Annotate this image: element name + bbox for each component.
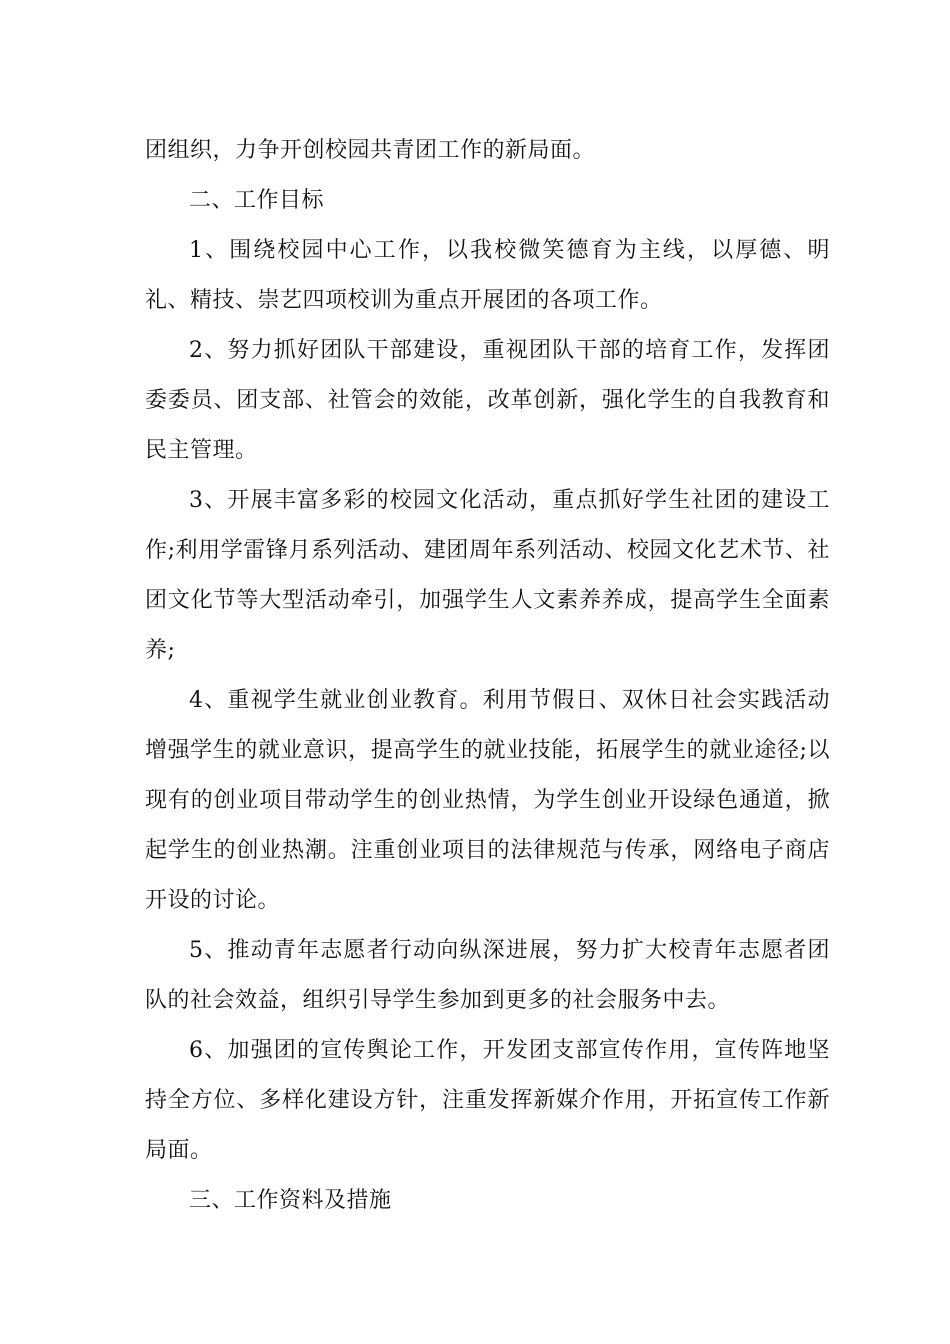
paragraph-goal-3: 3、开展丰富多彩的校园文化活动，重点抓好学生社团的建设工作;利用学雷锋月系列活动、建团周年系列活动、校园文化艺术节、社团文化节等大型活动牵引，加强学生人文素养养成，提高学生全面素养; (145, 488, 830, 663)
paragraph-goal-6: 6、加强团的宣传舆论工作，开发团支部宣传作用，宣传阵地坚持全方位、多样化建设方针，注重发挥新媒介作用，开拓宣传工作新局面。 (145, 1038, 830, 1163)
paragraph-goal-2: 2、努力抓好团队干部建设，重视团队干部的培育工作，发挥团委委员、团支部、社管会的效能，改革创新，强化学生的自我教育和民主管理。 (145, 338, 830, 463)
paragraph-goal-1: 1、围绕校园中心工作，以我校微笑德育为主线，以厚德、明礼、精技、崇艺四项校训为重点开展团的各项工作。 (145, 238, 830, 313)
section-heading-goals: 二、工作目标 (189, 188, 325, 213)
document-body (145, 126, 830, 1226)
paragraph-goal-4: 4、重视学生就业创业教育。利用节假日、双休日社会实践活动增强学生的就业意识，提高学生的就业技能，拓展学生的就业途径;以现有的创业项目带动学生的创业热情，为学生创业开设绿色通道，掀起学生的创业热潮。注重创业项目的法律规范与传承，网络电子商店开设的讨论。 (145, 688, 830, 913)
paragraph-goal-5: 5、推动青年志愿者行动向纵深进展，努力扩大校青年志愿者团队的社会效益，组织引导学生参加到更多的社会服务中去。 (145, 938, 830, 1013)
paragraph-continuation: 团组织，力争开创校园共青团工作的新局面。 (145, 138, 596, 163)
section-heading-measures: 三、工作资料及措施 (189, 1188, 392, 1213)
